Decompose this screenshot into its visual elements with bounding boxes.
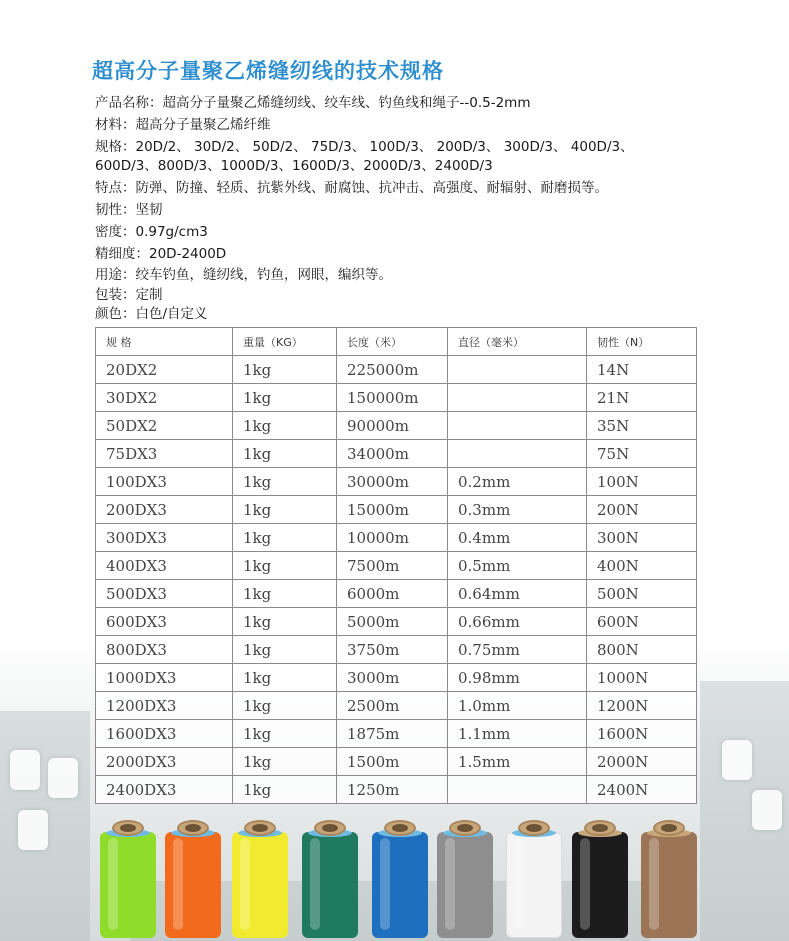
cell-weight: 1kg	[233, 468, 337, 496]
cell-length: 6000m	[337, 580, 448, 608]
cell-diameter: 1.0mm	[448, 692, 587, 720]
cell-spec: 200DX3	[96, 496, 233, 524]
cell-spec: 600DX3	[96, 608, 233, 636]
spec-color: 颜色：白色/自定义	[95, 306, 208, 322]
spec-toughness: 韧性：坚韧	[95, 202, 163, 218]
cell-weight: 1kg	[233, 580, 337, 608]
cell-length: 90000m	[337, 412, 448, 440]
cell-toughness: 1600N	[587, 720, 697, 748]
table-row	[96, 356, 697, 384]
thread-spool	[372, 820, 428, 941]
table-body	[96, 356, 697, 804]
cell-weight: 1kg	[233, 496, 337, 524]
thread-spools-image	[0, 812, 789, 941]
cell-toughness: 1200N	[587, 692, 697, 720]
table-row	[96, 412, 697, 440]
cell-spec: 500DX3	[96, 580, 233, 608]
table-row	[96, 720, 697, 748]
cell-length: 10000m	[337, 524, 448, 552]
cell-weight: 1kg	[233, 412, 337, 440]
spec-table	[95, 327, 697, 804]
cell-diameter	[448, 384, 587, 412]
spec-features: 特点：防弹、防撞、轻质、抗紫外线、耐腐蚀、抗冲击、高强度、耐辐射、耐磨损等。	[95, 180, 608, 196]
spec-fineness: 精细度：20D-2400D	[95, 246, 227, 262]
cell-length: 225000m	[337, 356, 448, 384]
thread-spool	[232, 820, 288, 941]
cell-length: 150000m	[337, 384, 448, 412]
cell-diameter: 1.1mm	[448, 720, 587, 748]
cell-spec: 100DX3	[96, 468, 233, 496]
cell-weight: 1kg	[233, 608, 337, 636]
cell-spec: 2400DX3	[96, 776, 233, 804]
page-title: 超高分子量聚乙烯缝纫线的技术规格	[92, 59, 444, 83]
background-bobbin	[48, 758, 78, 798]
background-bobbin	[722, 740, 752, 780]
cell-diameter: 0.4mm	[448, 524, 587, 552]
cell-spec: 1000DX3	[96, 664, 233, 692]
cell-toughness: 21N	[587, 384, 697, 412]
cell-weight: 1kg	[233, 720, 337, 748]
cell-spec: 30DX2	[96, 384, 233, 412]
cell-weight: 1kg	[233, 776, 337, 804]
cell-toughness: 400N	[587, 552, 697, 580]
cell-length: 15000m	[337, 496, 448, 524]
cell-toughness: 300N	[587, 524, 697, 552]
table-row	[96, 440, 697, 468]
table-row	[96, 496, 697, 524]
cell-diameter: 0.2mm	[448, 468, 587, 496]
header-toughness: 韧性（N）	[587, 328, 697, 356]
cell-toughness: 35N	[587, 412, 697, 440]
background-bobbin	[10, 750, 40, 790]
cell-length: 3750m	[337, 636, 448, 664]
spec-sizes: 规格：20D/2、 30D/2、 50D/2、 75D/3、 100D/3、 200D/3、 300D/3、 400D/3、	[95, 139, 634, 155]
cell-spec: 75DX3	[96, 440, 233, 468]
cell-diameter	[448, 412, 587, 440]
cell-toughness: 14N	[587, 356, 697, 384]
cell-weight: 1kg	[233, 636, 337, 664]
thread-spool	[506, 820, 562, 941]
thread-spool	[302, 820, 358, 941]
cell-toughness: 200N	[587, 496, 697, 524]
cell-length: 5000m	[337, 608, 448, 636]
cell-diameter: 0.75mm	[448, 636, 587, 664]
cell-weight: 1kg	[233, 748, 337, 776]
cell-toughness: 2000N	[587, 748, 697, 776]
cell-spec: 50DX2	[96, 412, 233, 440]
cell-weight: 1kg	[233, 440, 337, 468]
cell-toughness: 2400N	[587, 776, 697, 804]
table-row	[96, 636, 697, 664]
cell-weight: 1kg	[233, 692, 337, 720]
thread-spool	[641, 820, 697, 941]
table-row	[96, 608, 697, 636]
cell-diameter: 0.66mm	[448, 608, 587, 636]
cell-spec: 800DX3	[96, 636, 233, 664]
cell-diameter	[448, 440, 587, 468]
thread-spool	[572, 820, 628, 941]
cell-weight: 1kg	[233, 384, 337, 412]
cell-spec: 2000DX3	[96, 748, 233, 776]
spec-density: 密度：0.97g/cm3	[95, 224, 208, 240]
cell-diameter: 0.5mm	[448, 552, 587, 580]
cell-spec: 1200DX3	[96, 692, 233, 720]
cell-toughness: 1000N	[587, 664, 697, 692]
cell-weight: 1kg	[233, 524, 337, 552]
table-row	[96, 748, 697, 776]
table-header-row	[96, 328, 697, 356]
cell-weight: 1kg	[233, 664, 337, 692]
cell-toughness: 500N	[587, 580, 697, 608]
cell-length: 1500m	[337, 748, 448, 776]
header-diameter: 直径（毫米）	[448, 328, 587, 356]
cell-diameter	[448, 356, 587, 384]
table-row	[96, 384, 697, 412]
table-row	[96, 468, 697, 496]
thread-spool	[437, 820, 493, 941]
cell-length: 3000m	[337, 664, 448, 692]
table-row	[96, 776, 697, 804]
cell-length: 34000m	[337, 440, 448, 468]
spec-material: 材料：超高分子量聚乙烯纤维	[95, 117, 271, 133]
cell-diameter: 0.98mm	[448, 664, 587, 692]
cell-toughness: 600N	[587, 608, 697, 636]
cell-length: 1250m	[337, 776, 448, 804]
thread-spool	[165, 820, 221, 941]
cell-spec: 300DX3	[96, 524, 233, 552]
cell-toughness: 100N	[587, 468, 697, 496]
table-row	[96, 692, 697, 720]
cell-weight: 1kg	[233, 356, 337, 384]
cell-diameter: 1.5mm	[448, 748, 587, 776]
header-length: 长度（米）	[337, 328, 448, 356]
cell-diameter: 0.64mm	[448, 580, 587, 608]
cell-length: 1875m	[337, 720, 448, 748]
cell-diameter: 0.3mm	[448, 496, 587, 524]
cell-spec: 400DX3	[96, 552, 233, 580]
spec-sizes-cont: 600D/3、800D/3、1000D/3、1600D/3、2000D/3、2400D/3	[95, 158, 493, 174]
header-weight: 重量（KG）	[233, 328, 337, 356]
thread-spool	[100, 820, 156, 941]
table-row	[96, 664, 697, 692]
spec-usage: 用途：绞车钓鱼，缝纫线，钓鱼，网眼，编织等。	[95, 267, 392, 283]
cell-length: 7500m	[337, 552, 448, 580]
header-spec: 规 格	[96, 328, 233, 356]
cell-toughness: 800N	[587, 636, 697, 664]
cell-spec: 20DX2	[96, 356, 233, 384]
table-row	[96, 552, 697, 580]
table-row	[96, 580, 697, 608]
cell-spec: 1600DX3	[96, 720, 233, 748]
table-row	[96, 524, 697, 552]
cell-diameter	[448, 776, 587, 804]
spec-packaging: 包装：定制	[95, 287, 163, 303]
spec-product-name: 产品名称：超高分子量聚乙烯缝纫线、绞车线、钓鱼线和绳子--0.5-2mm	[95, 95, 531, 111]
cell-length: 30000m	[337, 468, 448, 496]
cell-weight: 1kg	[233, 552, 337, 580]
cell-length: 2500m	[337, 692, 448, 720]
cell-toughness: 75N	[587, 440, 697, 468]
